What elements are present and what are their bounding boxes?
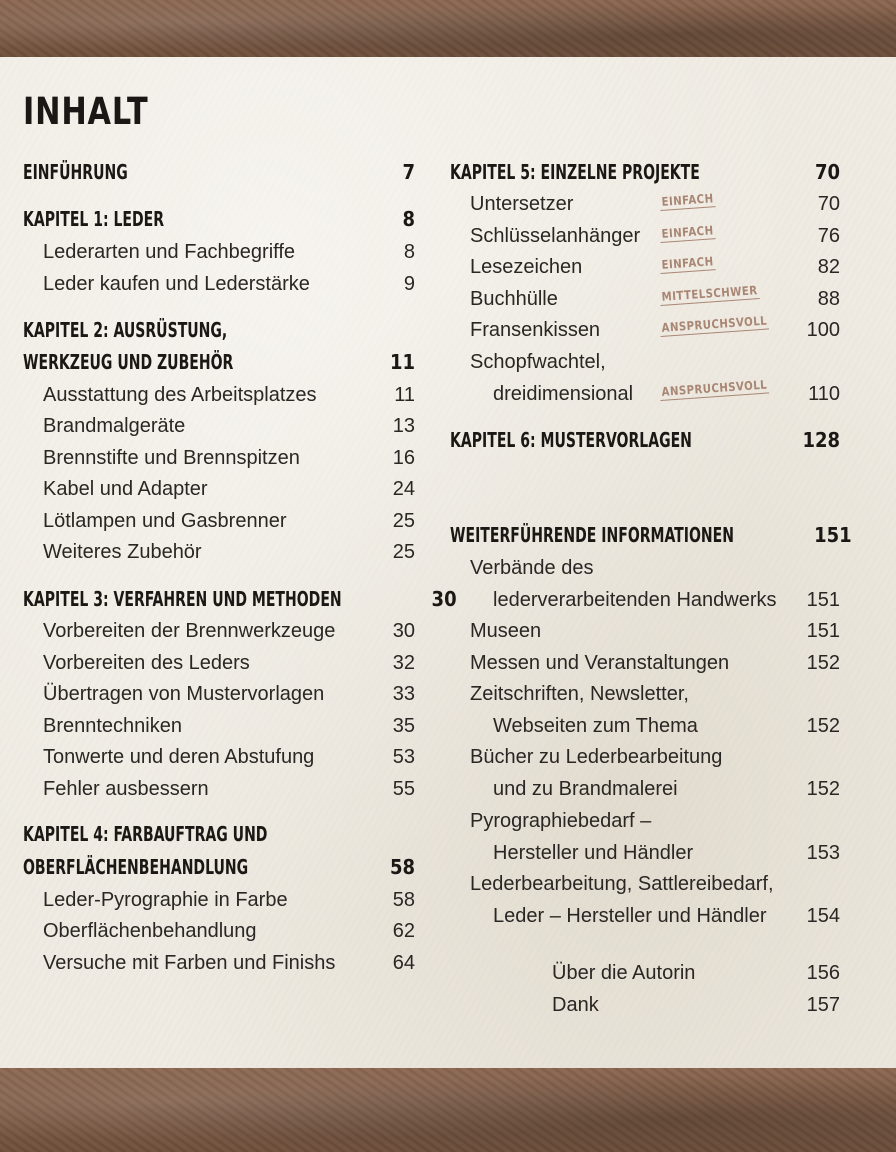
toc-entry-line1[interactable] <box>450 346 840 378</box>
toc-entry-label: Übertragen von Mustervorlagen <box>43 682 325 705</box>
toc-heading-chapter-5[interactable] <box>450 156 840 188</box>
toc-heading-chapter-6[interactable] <box>450 424 840 456</box>
toc-entry[interactable] <box>23 773 415 805</box>
toc-page-number: 30 <box>431 587 457 611</box>
toc-page-number: 100 <box>806 318 840 341</box>
toc-entry[interactable] <box>23 268 415 300</box>
toc-page-number: 82 <box>817 255 840 278</box>
toc-entry-label: Untersetzer <box>470 192 574 215</box>
difficulty-stamp: EINFACH <box>659 254 715 274</box>
toc-entry-line2[interactable] <box>450 837 840 869</box>
toc-entry[interactable] <box>450 314 840 346</box>
toc-entry-label: Leder – Hersteller und Händler <box>493 904 767 927</box>
toc-page-number: 53 <box>392 745 415 768</box>
toc-entry[interactable] <box>23 410 415 442</box>
toc-entry-label: Verbände des <box>470 556 594 579</box>
toc-heading-label: KAPITEL 2: AUSRÜSTUNG, <box>23 318 228 342</box>
difficulty-stamp: EINFACH <box>659 223 715 243</box>
toc-page-number: 156 <box>806 961 840 984</box>
toc-heading-label: KAPITEL 4: FARBAUFTRAG UND <box>23 822 268 846</box>
toc-entry[interactable] <box>23 236 415 268</box>
toc-entry-label: Kabel und Adapter <box>43 477 208 500</box>
toc-heading-label: OBERFLÄCHENBEHANDLUNG <box>23 855 249 879</box>
toc-heading-chapter-2-line2[interactable] <box>23 346 415 378</box>
toc-page-number: 152 <box>806 777 840 800</box>
leather-background-top <box>0 0 896 57</box>
toc-page-number: 16 <box>392 446 415 469</box>
toc-entry-label: Fransenkissen <box>470 318 601 341</box>
toc-page-number: 128 <box>802 428 840 452</box>
toc-heading-chapter-4-line2[interactable] <box>23 851 415 883</box>
toc-page-number: 11 <box>394 383 415 406</box>
toc-entry-label: und zu Brandmalerei <box>493 777 678 800</box>
toc-heading-label: KAPITEL 1: LEDER <box>23 207 165 231</box>
toc-entry-label: Oberflächenbehandlung <box>43 919 257 942</box>
toc-page-number: 24 <box>392 477 415 500</box>
toc-page-number: 64 <box>392 951 415 974</box>
toc-entry[interactable] <box>23 678 415 710</box>
toc-entry-label: Dank <box>552 993 599 1016</box>
toc-page-number: 30 <box>392 619 415 642</box>
toc-entry[interactable] <box>23 647 415 679</box>
toc-entry-label: Lederbearbeitung, Sattlereibedarf, <box>470 872 774 895</box>
toc-entry[interactable] <box>23 473 415 505</box>
toc-entry-label: Schlüsselanhänger <box>470 224 641 247</box>
toc-page-number: 8 <box>402 207 415 231</box>
toc-entry[interactable] <box>23 442 415 474</box>
toc-entry-label: Weiteres Zubehör <box>43 540 202 563</box>
toc-heading-chapter-1[interactable] <box>23 203 415 235</box>
toc-entry-line1[interactable] <box>450 552 840 584</box>
toc-entry-label: Tonwerte und deren Abstufung <box>43 745 315 768</box>
toc-entry-label: Messen und Veranstaltungen <box>470 651 730 674</box>
toc-page-number: 151 <box>806 619 840 642</box>
toc-heading-chapter-3[interactable] <box>23 583 457 615</box>
toc-entry-line2[interactable] <box>450 900 840 932</box>
toc-entry[interactable] <box>450 989 840 1021</box>
toc-entry-line2[interactable] <box>450 710 840 742</box>
toc-page-number: 152 <box>806 651 840 674</box>
toc-entry-line1[interactable] <box>450 678 840 710</box>
toc-entry-label: Lötlampen und Gasbrenner <box>43 509 287 532</box>
toc-entry[interactable] <box>23 379 415 411</box>
toc-entry[interactable] <box>23 615 415 647</box>
leather-background-bottom <box>0 1068 896 1152</box>
toc-page-number: 154 <box>806 904 840 927</box>
toc-entry-line1[interactable] <box>450 805 840 837</box>
toc-entry-label: Vorbereiten der Brennwerkzeuge <box>43 619 336 642</box>
toc-page-number: 62 <box>392 919 415 942</box>
toc-entry-label: Vorbereiten des Leders <box>43 651 250 674</box>
toc-page-number: 8 <box>403 240 415 263</box>
toc-entry-line1[interactable] <box>450 868 840 900</box>
toc-entry[interactable] <box>23 710 415 742</box>
toc-heading-label: WERKZEUG UND ZUBEHÖR <box>23 350 234 374</box>
toc-entry[interactable] <box>450 283 840 315</box>
toc-heading-chapter-4-line1[interactable] <box>23 818 415 850</box>
toc-page-number: 7 <box>402 160 415 184</box>
toc-entry[interactable] <box>450 647 840 679</box>
toc-entry-label: Museen <box>470 619 542 642</box>
toc-heading-label: KAPITEL 5: EINZELNE PROJEKTE <box>450 160 700 184</box>
toc-page-number: 25 <box>392 540 415 563</box>
toc-entry-label: dreidimensional <box>493 382 634 405</box>
toc-entry-label: Zeitschriften, Newsletter, <box>470 682 689 705</box>
toc-entry[interactable] <box>450 957 840 989</box>
toc-entry-label: Brennstifte und Brennspitzen <box>43 446 300 469</box>
toc-entry[interactable] <box>23 741 415 773</box>
toc-page-number: 58 <box>392 888 415 911</box>
toc-page-number: 25 <box>392 509 415 532</box>
toc-heading-label: EINFÜHRUNG <box>23 160 128 184</box>
toc-entry-label: Leder kaufen und Lederstärke <box>43 272 310 295</box>
difficulty-stamp: EINFACH <box>659 191 715 211</box>
toc-heading-chapter-2-line1[interactable] <box>23 314 415 346</box>
toc-page-number: 70 <box>817 192 840 215</box>
toc-entry-label: Fehler ausbessern <box>43 777 209 800</box>
toc-entry-label: Über die Autorin <box>552 961 696 984</box>
page-title: INHALT <box>23 90 149 133</box>
toc-page-number: 151 <box>814 523 852 547</box>
toc-entry-label: lederverarbeitenden Handwerks <box>493 588 777 611</box>
toc-entry-label: Bücher zu Lederbearbeitung <box>470 745 723 768</box>
toc-page-number: 9 <box>403 272 415 295</box>
toc-entry[interactable] <box>23 536 415 568</box>
toc-entry-line2[interactable] <box>450 378 840 410</box>
toc-entry-label: Webseiten zum Thema <box>493 714 698 737</box>
toc-page-number: 11 <box>389 350 415 374</box>
toc-page-number: 32 <box>392 651 415 674</box>
toc-page-number: 33 <box>392 682 415 705</box>
toc-entry-line2[interactable] <box>450 773 840 805</box>
toc-entry-label: Brandmalgeräte <box>43 414 186 437</box>
difficulty-stamp: ANSPRUCHSVOLL <box>659 377 769 401</box>
toc-heading-label: KAPITEL 3: VERFAHREN UND METHODEN <box>23 587 342 611</box>
difficulty-stamp: MITTELSCHWER <box>659 283 759 306</box>
toc-heading-label: KAPITEL 6: MUSTERVORLAGEN <box>450 428 692 452</box>
toc-heading-label: WEITERFÜHRENDE INFORMATIONEN <box>450 523 734 547</box>
toc-entry[interactable] <box>23 505 415 537</box>
toc-entry[interactable] <box>450 251 840 283</box>
toc-page-number: 88 <box>817 287 840 310</box>
toc-entry[interactable] <box>450 615 840 647</box>
toc-page-number: 152 <box>806 714 840 737</box>
toc-entry-label: Brenntechniken <box>43 714 182 737</box>
toc-entry-label: Leder-Pyrographie in Farbe <box>43 888 288 911</box>
toc-page-number: 58 <box>389 855 415 879</box>
toc-entry-label: Schopfwachtel, <box>470 350 606 373</box>
toc-entry-label: Lesezeichen <box>470 255 583 278</box>
toc-entry-label: Buchhülle <box>470 287 558 310</box>
toc-page-number: 70 <box>814 160 840 184</box>
toc-heading-intro[interactable] <box>23 156 415 188</box>
toc-entry-label: Pyrographiebedarf – <box>470 809 652 832</box>
toc-entry[interactable] <box>23 884 415 916</box>
toc-page-number: 153 <box>806 841 840 864</box>
toc-page-number: 76 <box>817 224 840 247</box>
toc-page-number: 13 <box>392 414 415 437</box>
toc-page-number: 151 <box>806 588 840 611</box>
toc-page-number: 157 <box>806 993 840 1016</box>
toc-entry[interactable] <box>450 188 840 220</box>
toc-entry-label: Lederarten und Fachbegriffe <box>43 240 296 263</box>
toc-heading-info[interactable] <box>450 519 852 551</box>
toc-page-number: 55 <box>392 777 415 800</box>
toc-entry[interactable] <box>23 947 415 979</box>
toc-entry-line1[interactable] <box>450 741 840 773</box>
toc-page-number: 110 <box>808 382 840 405</box>
difficulty-stamp: ANSPRUCHSVOLL <box>659 313 769 337</box>
toc-entry-line2[interactable] <box>450 584 840 616</box>
toc-entry-label: Versuche mit Farben und Finishs <box>43 951 336 974</box>
toc-page-number: 35 <box>392 714 415 737</box>
toc-entry-label: Ausstattung des Arbeitsplatzes <box>43 383 317 406</box>
toc-entry-label: Hersteller und Händler <box>493 841 694 864</box>
toc-entry[interactable] <box>450 220 840 252</box>
toc-entry[interactable] <box>23 915 415 947</box>
